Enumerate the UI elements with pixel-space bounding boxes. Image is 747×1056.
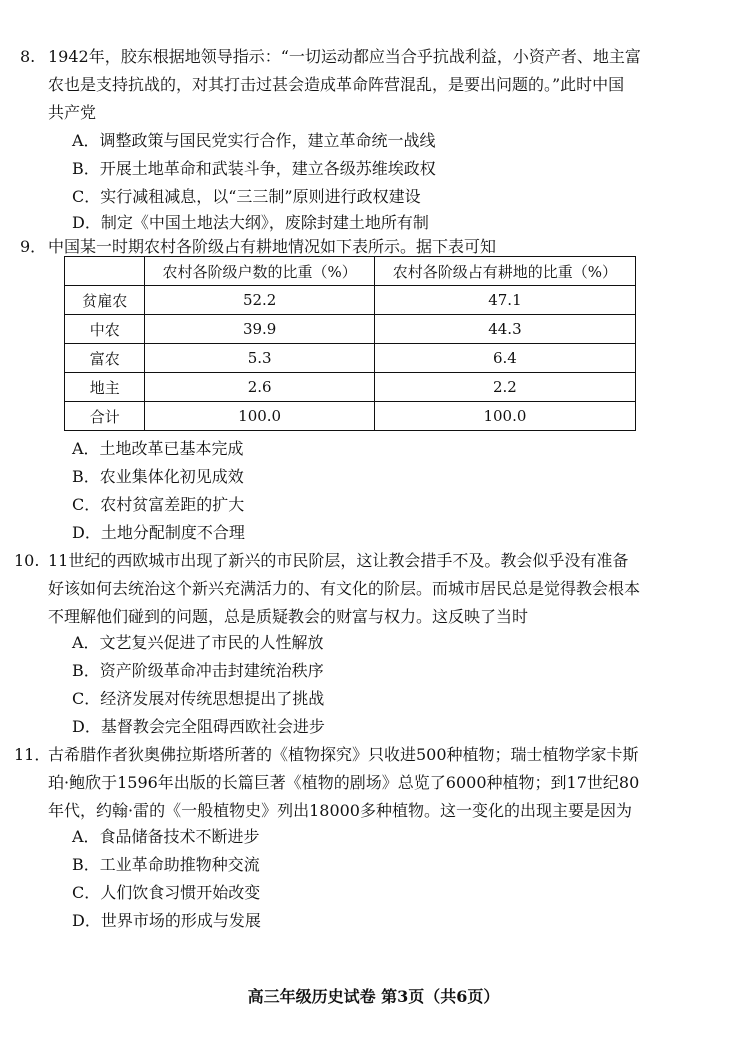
question-10-option-a: A．文艺复兴促进了市民的人性解放 xyxy=(72,633,324,652)
question-11-option-d: D．世界市场的形成与发展 xyxy=(72,911,261,930)
question-8-option-a: A．调整政策与国民党实行合作，建立革命统一战线 xyxy=(72,131,436,150)
question-11-stem-line-1: 古希腊作者狄奥佛拉斯塔所著的《植物探究》只收进500种植物；瑞士植物学家卡斯 xyxy=(48,745,639,764)
question-11-option-a: A．食品储备技术不断进步 xyxy=(72,827,260,846)
question-9-option-c: C．农村贫富差距的扩大 xyxy=(72,495,245,514)
table-cell: 100.0 xyxy=(374,402,635,431)
land-ownership-table xyxy=(64,256,636,431)
table-cell: 地主 xyxy=(65,373,145,402)
table-cell: 44.3 xyxy=(374,315,635,344)
question-9-number: 9． xyxy=(20,237,47,256)
table-row xyxy=(65,315,636,344)
question-10-stem-line-1: 11世纪的西欧城市出现了新兴的市民阶层，这让教会措手不及。教会似乎没有准备 xyxy=(48,551,629,570)
table-cell: 富农 xyxy=(65,344,145,373)
question-8-stem-line-2: 农也是支持抗战的，对其打击过甚会造成革命阵营混乱，是要出问题的。”此时中国 xyxy=(48,75,625,94)
table-row xyxy=(65,402,636,431)
table-header-cell: 农村各阶级户数的比重（%） xyxy=(145,257,374,286)
table-cell: 100.0 xyxy=(145,402,374,431)
table-cell: 2.2 xyxy=(374,373,635,402)
question-10-option-b: B．资产阶级革命冲击封建统治秩序 xyxy=(72,661,324,680)
question-8-option-d: D．制定《中国土地法大纲》，废除封建土地所有制 xyxy=(72,213,429,232)
question-8-stem-line-3: 共产党 xyxy=(48,103,97,122)
question-8-stem-line-1: 1942年，胶东根据地领导指示：“一切运动都应当合乎抗战利益，小资产者、地主富 xyxy=(48,47,641,66)
question-9-stem-line-1: 中国某一时期农村各阶级占有耕地情况如下表所示。据下表可知 xyxy=(48,237,497,256)
table-cell: 52.2 xyxy=(145,286,374,315)
question-8-number: 8. xyxy=(20,47,36,66)
table-cell: 合计 xyxy=(65,402,145,431)
question-8-option-c: C．实行减租减息，以“三三制”原则进行政权建设 xyxy=(72,187,421,206)
table-row xyxy=(65,286,636,315)
table-cell: 贫雇农 xyxy=(65,286,145,315)
table-header-row xyxy=(65,257,636,286)
table-cell: 6.4 xyxy=(374,344,635,373)
table-header-cell: 农村各阶级占有耕地的比重（%） xyxy=(374,257,635,286)
question-10-option-d: D．基督教会完全阻碍西欧社会进步 xyxy=(72,717,325,736)
table-row xyxy=(65,373,636,402)
question-11-option-c: C．人们饮食习惯开始改变 xyxy=(72,883,261,902)
question-9-option-b: B．农业集体化初见成效 xyxy=(72,467,244,486)
question-11-number: 11． xyxy=(14,745,51,764)
question-10-number: 10. xyxy=(14,551,40,570)
question-10-option-c: C．经济发展对传统思想提出了挑战 xyxy=(72,689,325,708)
question-9-option-a: A．土地改革已基本完成 xyxy=(72,439,244,458)
table-cell: 5.3 xyxy=(145,344,374,373)
question-10-stem-line-2: 好该如何去统治这个新兴充满活力的、有文化的阶层。而城市居民总是觉得教会根本 xyxy=(48,579,641,598)
table-cell: 中农 xyxy=(65,315,145,344)
question-8-option-b: B．开展土地革命和武装斗争，建立各级苏维埃政权 xyxy=(72,159,436,178)
table-cell: 2.6 xyxy=(145,373,374,402)
question-11-stem-line-3: 年代，约翰·雷的《一般植物史》列出18000多种植物。这一变化的出现主要是因为 xyxy=(48,801,632,820)
table-header-cell xyxy=(65,257,145,286)
table-cell: 47.1 xyxy=(374,286,635,315)
table-row xyxy=(65,344,636,373)
question-10-stem-line-3: 不理解他们碰到的问题，总是质疑教会的财富与权力。这反映了当时 xyxy=(48,607,529,626)
question-11-stem-line-2: 珀·鲍欣于1596年出版的长篇巨著《植物的剧场》总览了6000种植物；到17世纪80 xyxy=(48,773,640,792)
page-footer: 高三年级历史试卷 第3页（共6页） xyxy=(247,987,500,1006)
question-9-option-d: D．土地分配制度不合理 xyxy=(72,523,245,542)
table-cell: 39.9 xyxy=(145,315,374,344)
question-11-option-b: B．工业革命助推物种交流 xyxy=(72,855,260,874)
